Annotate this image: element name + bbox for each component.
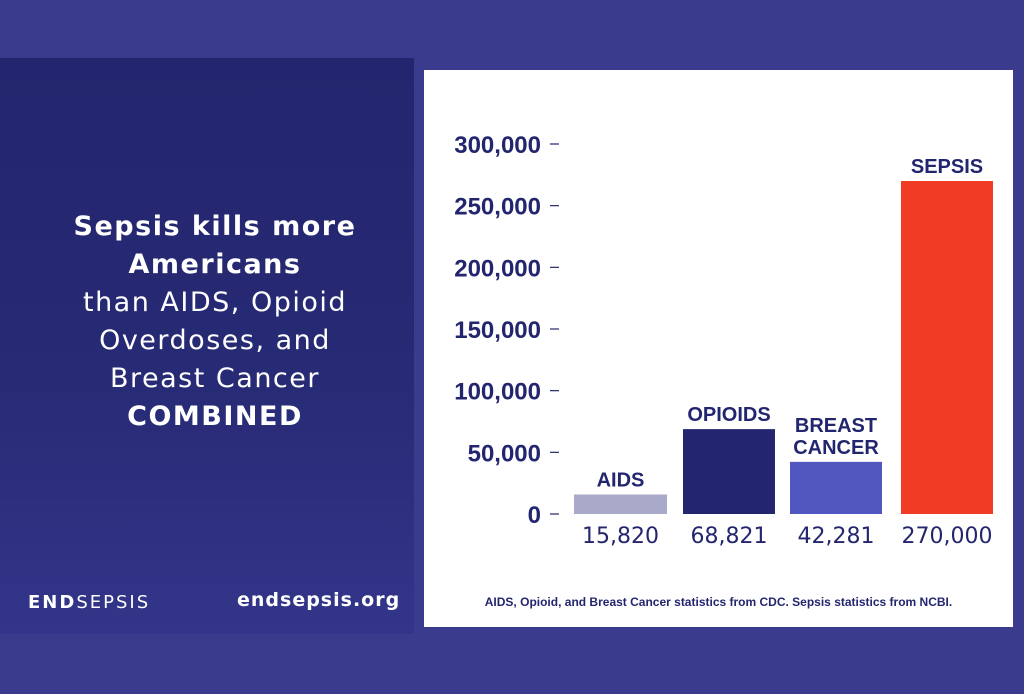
headline-panel [0,58,414,634]
category-label: SEPSIS [910,156,984,178]
logo-sepsis-text: SEPSIS [76,592,151,613]
y-tick-label: 0 [527,502,541,529]
source-note: AIDS, Opioid, and Breast Cancer statistics from CDC. Sepsis statistics from NCBI. [484,595,953,609]
bar-chart [424,70,1013,590]
headline-line-3: than AIDS, Opioid [82,287,348,318]
headline [0,208,430,436]
website-link[interactable]: endsepsis.org [237,589,401,611]
headline-line-1: Sepsis kills more [73,211,357,242]
end-sepsis-logo [28,592,150,613]
value-label: 42,281 [797,524,875,549]
y-tick-label: 250,000 [454,193,541,221]
bottom-band [0,634,1024,694]
y-tick-label: 300,000 [454,132,541,159]
category-label: AIDS [596,469,645,492]
category-label: OPIOIDS [687,404,771,427]
headline-line-6: COMBINED [127,401,303,432]
bar-breast-cancer [790,462,882,514]
y-tick-label: 100,000 [454,378,541,406]
category-label: BREAST [794,414,878,437]
bar-opioids [683,429,775,514]
headline-line-5: Breast Cancer [110,363,320,394]
chart-panel [424,70,1013,627]
bar-aids [574,494,667,514]
headline-line-4: Overdoses, and [99,325,331,356]
top-band [0,0,1024,58]
logo-end-text: END [28,592,77,613]
value-label: 270,000 [901,524,993,549]
value-label: 15,820 [582,524,659,549]
headline-line-2: Americans [128,249,302,280]
y-tick-label: 200,000 [454,255,541,283]
y-tick-label: 150,000 [454,317,541,344]
bar-sepsis [901,181,993,514]
y-tick-label: 50,000 [467,440,541,468]
value-label: 68,821 [690,524,768,549]
category-label: CANCER [793,436,879,459]
